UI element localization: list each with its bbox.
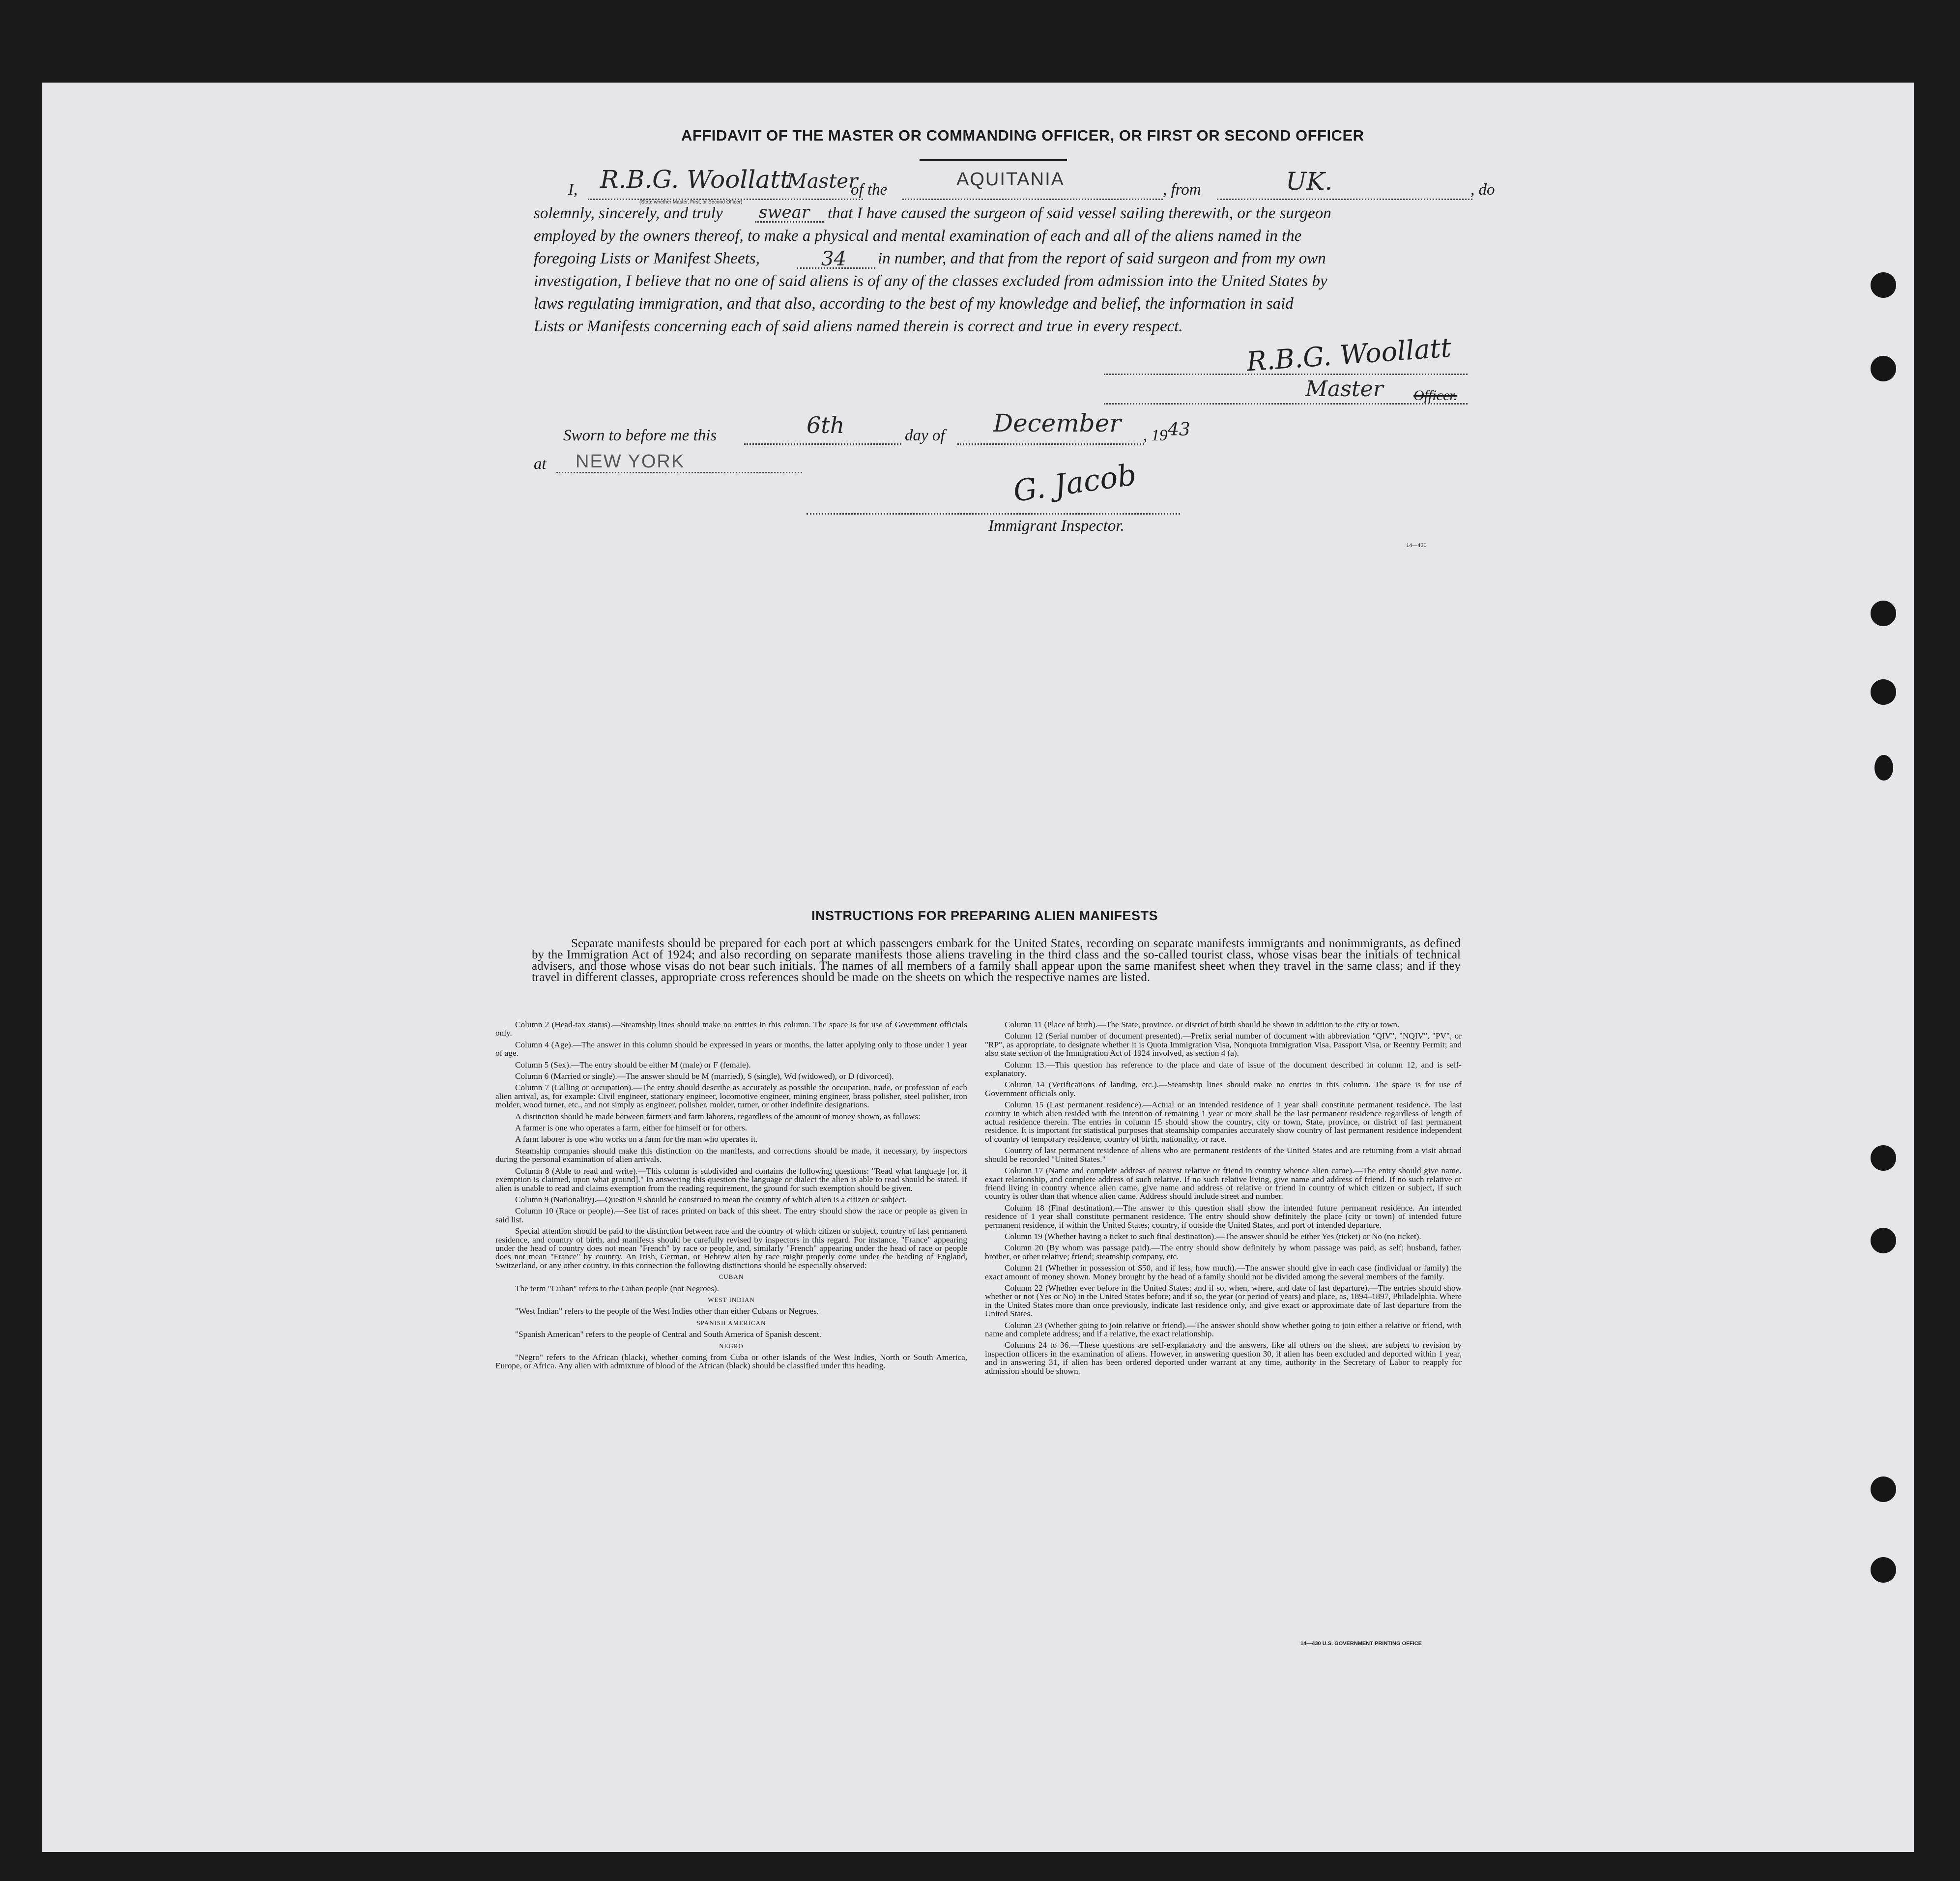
binder-hole bbox=[1874, 755, 1893, 781]
right-paragraph: Column 11 (Place of birth).—The State, province, or district of birth should be shown in addition to the city or town. bbox=[1005, 1020, 1400, 1029]
title-underline bbox=[920, 159, 1067, 161]
right-paragraph: Column 14 (Verifications of landing, etc.).—Steamship lines should make no entries in this column. The space is for use of Government officials only. bbox=[985, 1080, 1462, 1098]
binder-hole bbox=[1871, 601, 1896, 626]
manifest-sheet bbox=[42, 83, 1914, 1852]
instructions-title: INSTRUCTIONS FOR PREPARING ALIEN MANIFESTS bbox=[811, 908, 1158, 923]
right-paragraph: Column 21 (Whether in possession of $50, and if less, how much).—The answer should give in each case (individual or family) the exact amount of money shown. Money brought by the head of a family should not be divided among the several members of the family. bbox=[985, 1263, 1462, 1281]
subsection-heading: NEGRO bbox=[719, 1342, 744, 1350]
officer-label bbox=[1413, 387, 1457, 404]
vessel-field-line bbox=[902, 199, 1163, 200]
month-field-line bbox=[957, 443, 1144, 445]
form-number: 14—430 bbox=[1406, 543, 1427, 549]
left-paragraph: Column 5 (Sex).—The entry should be either M (male) or F (female). bbox=[515, 1060, 751, 1070]
affidavit-line-4b: in number, and that from the report of said surgeon and from my own bbox=[878, 250, 1326, 267]
day-field-line bbox=[744, 443, 901, 445]
binder-hole bbox=[1871, 272, 1896, 298]
origin-field-line bbox=[1217, 199, 1472, 200]
master-signature: R.B.G. Woollatt bbox=[1245, 332, 1452, 377]
right-paragraph: Column 19 (Whether having a ticket to such final destination).—The answer should be either Yes (ticket) or No (no ticket). bbox=[1005, 1231, 1421, 1241]
year-prefix: , 19 bbox=[1143, 427, 1168, 444]
left-paragraph: Column 6 (Married or single).—The answer should be M (married), S (single), Wd (widowed), or D (divorced). bbox=[515, 1071, 894, 1081]
oath-word: swear bbox=[759, 203, 810, 222]
binder-hole bbox=[1871, 1557, 1896, 1583]
right-paragraph: Column 20 (By whom was passage paid).—The entry should show definitely by whom passage was paid, as self; husband, father, brother, or other relative; friend; steamship company, etc. bbox=[985, 1243, 1462, 1261]
of-the-label: of the bbox=[851, 181, 888, 199]
subsection-text: The term "Cuban" refers to the Cuban people (not Negroes). bbox=[515, 1283, 719, 1293]
right-paragraph: Column 22 (Whether ever before in the United States; and if so, when, where, and date of last departure).—The entries should show whether or not (Yes or No) in the United States before; and if so, the year (or period of years) and place, as, 1894–1897, Philadelphia. Where in the United States more than once previously, indicate last residence only, and give exact or approximate date of last departure from the United States. bbox=[985, 1283, 1462, 1319]
left-paragraph: A farmer is one who operates a farm, either for himself or for others. bbox=[515, 1123, 748, 1133]
subsection-text: "Negro" refers to the African (black), whether coming from Cuba or other islands of the West Indies, North or South America, Europe, or Africa. Any alien with admixture of blood of the African (black) should be classified under this heading. bbox=[495, 1353, 967, 1371]
master-rank: Master bbox=[787, 170, 858, 193]
left-paragraph: Special attention should be paid to the distinction between race and the country of which citizen or subject, country of last permanent residence, and country of birth, and manifests should be carefully revised by inspectors in this regard. For instance, "France" appearing under the head of country does not mean "French" by race or people, and, similarly "French" appearing under the head of race or people does not mean "France" by country. An Irish, German, or Hebrew alien by race might properly come under the heading of England, Switzerland, or any other country. In this connection the following distinctions should be especially observed: bbox=[495, 1226, 967, 1270]
left-paragraph: A farm laborer is one who works on a farm for the man who operates it. bbox=[515, 1134, 758, 1144]
left-paragraph: Steamship companies should make this distinction on the manifests, and corrections should be made, if necessary, by inspectors during the personal examination of alien arrivals. bbox=[495, 1146, 967, 1164]
subsection-heading: SPANISH AMERICAN bbox=[696, 1319, 766, 1327]
master-name: R.B.G. Woollatt bbox=[600, 165, 790, 194]
right-paragraph: Column 18 (Final destination).—The answer to this question shall show the intended future permanent residence. An intended residence of 1 year shall constitute permanent residence. The entry should show definitely the place (city or town) of intended future permanent residence, if within the United States; country, if outside the United States, and port of intended departure. bbox=[985, 1203, 1462, 1230]
right-paragraph: Column 17 (Name and complete address of nearest relative or friend in country whence alien came).—The entry should give name, exact relationship, and complete address of such relative. If no such relative living, give name and address of friend. If no such relative or friend living in country whence alien came, give name and address of relative or friend in country of which citizen or subject, if such country is other than that whence alien came. Address should include street and number. bbox=[985, 1166, 1462, 1201]
affidavit-line-4a: foregoing Lists or Manifest Sheets, bbox=[534, 250, 760, 267]
vessel-name: AQUITANIA bbox=[956, 169, 1065, 190]
left-paragraph: Column 10 (Race or people).—See list of races printed on back of this sheet. The entry should show the race or people as given in said list. bbox=[495, 1206, 967, 1224]
sworn-year: 43 bbox=[1168, 420, 1190, 440]
at-label: at bbox=[534, 455, 547, 473]
left-paragraph: Column 9 (Nationality).—Question 9 should be construed to mean the country of which alien is a citizen or subject. bbox=[515, 1194, 907, 1204]
from-label: , from bbox=[1163, 181, 1201, 199]
right-paragraph: Column 13.—This question has reference to the place and date of issue of the document described in column 12, and is self-explanatory. bbox=[985, 1060, 1462, 1078]
officer-label-text: Officer. bbox=[1413, 387, 1458, 404]
subsection-text: "West Indian" refers to the people of the West Indies other than either Cubans or Negroes. bbox=[515, 1306, 819, 1316]
affidavit-line-2b: that I have caused the surgeon of said vessel sailing therewith, or the surgeon bbox=[828, 204, 1331, 222]
title-signature-line bbox=[1104, 403, 1468, 405]
right-paragraph: Columns 24 to 36.—These questions are self-explanatory and the answers, like all others on the sheet, are subject to revision by inspection officers in the examination of aliens. However, in answering question 30, if alien has been excluded and deported within 1 year, and in answering 31, if alien has been ordered deported under warrant at any time, authority in the Secretary of Labor to reapply for admission should be shown. bbox=[985, 1340, 1462, 1376]
sworn-label: Sworn to before me this bbox=[563, 427, 717, 444]
inspector-signature: G. Jacob bbox=[1011, 457, 1139, 509]
left-paragraph: Column 4 (Age).—The answer in this column should be expressed in years or months, the latter applying only to those under 1 year of age. bbox=[495, 1040, 967, 1058]
subsection-heading: CUBAN bbox=[719, 1273, 744, 1281]
subsection-heading: WEST INDIAN bbox=[708, 1296, 755, 1303]
binder-hole bbox=[1871, 1145, 1896, 1171]
instructions-right-column bbox=[985, 1020, 1462, 1378]
binder-hole bbox=[1871, 356, 1896, 381]
binder-hole bbox=[1871, 1476, 1896, 1502]
sheet-count: 34 bbox=[821, 248, 846, 270]
affidavit-title: AFFIDAVIT OF THE MASTER OR COMMANDING OFFICER, OR FIRST OR SECOND OFFICER bbox=[681, 127, 1364, 144]
affidavit-line-6: laws regulating immigration, and that also, according to the best of my knowledge and belief, the information in said bbox=[534, 295, 1294, 313]
binder-hole bbox=[1871, 1228, 1896, 1253]
instructions-intro: Separate manifests should be prepared for each port at which passengers embark for the United States, recording on separate manifests immigrants and nonimmigrants, as defined by the Immigration Act of 1924; and also recording on separate manifests those aliens traveling in the third class and the so-called tourist class, whose visas bear the initials of technical advisers, and those whose visas do not bear such initials. The names of all members of a family shall appear upon the same manifest sheet when they travel in the same class; and if they travel in different classes, appropriate cross references should be made on the sheets on which the respective names are listed. bbox=[532, 937, 1461, 984]
right-paragraph: Column 12 (Serial number of document presented).—Prefix serial number of document with abbreviation "QIV", "NQIV", "PV", or "RP", as appropriate, to designate whether it is Quota Immigration Visa, Nonquota Immigration Visa, Passport Visa, or Reentry Permit; and also state section of the Immigration Act of 1924 involved, as section 4 (a). bbox=[985, 1031, 1462, 1058]
inspector-label: Immigrant Inspector. bbox=[988, 517, 1124, 535]
left-paragraph: Column 8 (Able to read and write).—This column is subdivided and contains the following questions: "Read what language [or, if exemption is claimed, upon what ground]." In answering this question the language or dialect the alien is able to read should be stated. If alien is unable to read and claims exemption from the reading requirement, the ground for such exemption should be given. bbox=[495, 1166, 967, 1193]
printing-office-note: 14—430 U.S. GOVERNMENT PRINTING OFFICE bbox=[1300, 1641, 1422, 1647]
left-paragraph: Column 2 (Head-tax status).—Steamship lines should make no entries in this column. The space is for use of Government officials only. bbox=[495, 1020, 967, 1038]
right-paragraph: Column 23 (Whether going to join relative or friend).—The answer should show whether going to join either a relative or friend, with name and complete address; and if a relative, the exact relationship. bbox=[985, 1320, 1462, 1338]
affidavit-line-7: Lists or Manifests concerning each of said aliens named therein is correct and true in every respect. bbox=[534, 318, 1183, 335]
right-paragraph: Country of last permanent residence of aliens who are permanent residents of the United States and are returning from a visit abroad should be recorded "United States." bbox=[985, 1146, 1462, 1164]
sworn-day: 6th bbox=[807, 412, 845, 438]
instructions-left-column bbox=[495, 1020, 967, 1373]
binder-hole bbox=[1871, 679, 1896, 705]
day-of-label: day of bbox=[905, 427, 945, 444]
sworn-month: December bbox=[993, 409, 1122, 437]
sworn-place: NEW YORK bbox=[576, 451, 685, 472]
subsection-text: "Spanish American" refers to the people of Central and South America of Spanish descent. bbox=[515, 1330, 822, 1339]
origin-port: UK. bbox=[1286, 167, 1333, 196]
signer-title: Master bbox=[1305, 376, 1384, 402]
inspector-signature-line bbox=[807, 513, 1180, 515]
affidavit-line-2a: solemnly, sincerely, and truly bbox=[534, 204, 723, 222]
left-paragraph: A distinction should be made between farmers and farm laborers, regardless of the amount of money shown, as follows: bbox=[515, 1111, 921, 1121]
do-label: , do bbox=[1470, 181, 1495, 199]
left-paragraph: Column 7 (Calling or occupation).—The entry should describe as accurately as possible the occupation, trade, or profession of each alien arrival, as, for example: Civil engineer, stationary engineer, locomotive engineer, mining engineer, brass polisher, steel polisher, iron molder, wood turner, etc., and not simply as engineer, polisher, molder, turner, or other indefinite designations. bbox=[495, 1083, 967, 1110]
affidavit-i-label: I, bbox=[568, 181, 578, 199]
right-paragraph: Column 15 (Last permanent residence).—Actual or an intended residence of 1 year shall constitute permanent residence. The last country in which alien resided with the intention of remaining 1 year or more shall be the last permanent residence regardless of length of actual residence therein. The entries in column 15 should show the country, city or town, State, province, or district of last permanent residence. It is important for statistical purposes that steamship companies accurately show country of last permanent residence independent of country of temporary residence, country of birth, nationality, or race. bbox=[985, 1100, 1462, 1144]
affidavit-line-3: employed by the owners thereof, to make a physical and mental examination of each and all of the aliens named in the bbox=[534, 227, 1302, 245]
rank-note: (State whether Master, First, or Second Officer) bbox=[639, 200, 743, 205]
affidavit-line-5: investigation, I believe that no one of said aliens is of any of the classes excluded from admission into the United States by bbox=[534, 272, 1327, 290]
